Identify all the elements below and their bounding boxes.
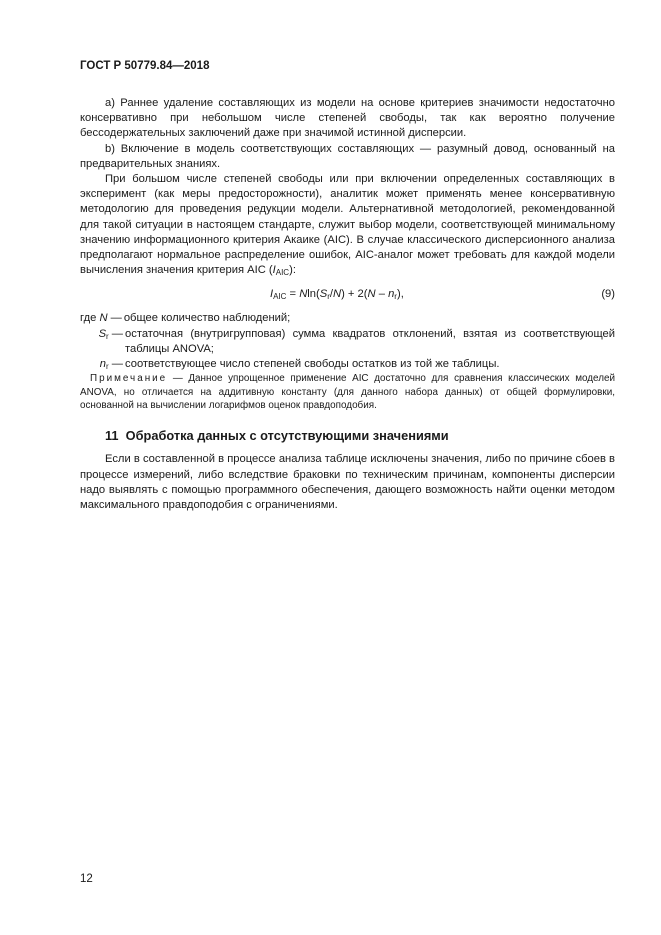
section-number: 11 xyxy=(105,428,119,444)
definition-text: остаточная (внутригрупповая) сумма квадратов отклонений, взятая из соответствующей таблицы ANOVA; xyxy=(125,327,615,355)
formula-n: n xyxy=(388,288,395,301)
formula-slash: / xyxy=(329,288,333,301)
formula-n-subscript: r xyxy=(394,292,397,302)
formula-lhs-subscript: AIC xyxy=(273,292,287,302)
formula-mid: ) + 2( xyxy=(341,288,368,301)
definition-text: общее количество наблюдений; xyxy=(123,312,291,325)
paragraph-a: а) Раннее удаление составляющих из модели на основе критериев значимости недостаточно консервативно при небольшом числе степеней свободы, так как вероятно получение бессодержательных заключений даже при значимой истинной дисперсии. xyxy=(80,97,615,140)
formula-end: ), xyxy=(396,288,404,301)
definition-term xyxy=(80,311,122,326)
document-header: ГОСТ Р 50779.84—2018 xyxy=(80,60,210,72)
definition-symbol: N xyxy=(99,312,108,325)
section-title: Обработка данных с отсутствующими значениями xyxy=(125,428,449,444)
aic-subscript: AIC xyxy=(275,268,290,278)
paragraph-b: b) Включение в модель соответствующих составляющих — разумный довод, основанный на предварительных знаниях. xyxy=(80,142,615,170)
section-heading xyxy=(80,428,615,443)
paragraph-main xyxy=(80,172,615,278)
definition-symbol: n xyxy=(99,358,107,371)
paragraph-main-text: При большом числе степеней свободы или при включении определенных составляющих в эксперимент (как меры предосторожности), аналитик может применять менее консервативную методологию для проведения редукции модели. Альтернативной методологией, рекомендованной для такой ситуации в настоящем стандарте, служит выбор модели, соответствующей минимальному значению информационного критерия Акаике (AIC). В случае классического дисперсионного анализа предполагают нормальное распределение ошибок, AIC-аналог может требовать для каждой модели вычисления значения критерия AIC ( xyxy=(80,173,615,277)
definition-item xyxy=(80,311,615,326)
definition-where: где xyxy=(80,312,100,325)
definition-dash: — xyxy=(107,312,122,325)
formula-number: (9) xyxy=(601,288,615,301)
note-text: — Данное упрощенное применение AIC достаточно для сравнения классических моделей ANOVA, но отличается на аддитивную константу (для данного набора данных) от общей формулировки, основанной на вычислении логарифмов оценок правдоподобия. xyxy=(80,373,615,411)
document-body xyxy=(80,96,615,513)
note-label: Примечание xyxy=(90,373,168,385)
paragraph-main-end: ): xyxy=(289,264,296,277)
aic-symbol: I xyxy=(272,264,276,277)
definition-subscript: r xyxy=(106,362,109,372)
definition-term xyxy=(80,357,123,372)
page-number: 12 xyxy=(80,873,93,885)
formula-s: S xyxy=(319,288,328,301)
section-paragraph: Если в составленной в процессе анализа таблице исключены значения, либо по причине сбоев в процессе измерений, либо вследствие браковки по техническим причинам, компоненты дисперсии надо выявлять с помощью программного обеспечения, дающего возможность найти оценки методом максимального правдоподобия с ограничениями. xyxy=(80,453,615,511)
formula-ln: ln( xyxy=(307,288,320,301)
definition-dash: — xyxy=(108,358,123,371)
formula-n1: N xyxy=(299,288,308,301)
formula-9 xyxy=(80,283,615,309)
definition-term xyxy=(80,327,123,342)
definitions-list xyxy=(80,311,615,372)
formula-lhs: I xyxy=(270,288,274,301)
formula-n3: N xyxy=(367,288,376,301)
definition-subscript: r xyxy=(106,331,109,341)
definition-dash: — xyxy=(108,327,123,340)
formula-s-subscript: r xyxy=(327,292,330,302)
formula-expression xyxy=(270,287,404,302)
formula-n2: N xyxy=(332,288,342,301)
formula-equals: = xyxy=(286,288,300,301)
note xyxy=(80,372,615,412)
definition-item xyxy=(80,357,615,372)
definition-text: соответствующее число степеней свободы остатков из той же таблицы. xyxy=(125,358,500,371)
formula-minus: – xyxy=(375,288,389,301)
definition-symbol: S xyxy=(98,327,107,340)
definition-item xyxy=(80,327,615,357)
